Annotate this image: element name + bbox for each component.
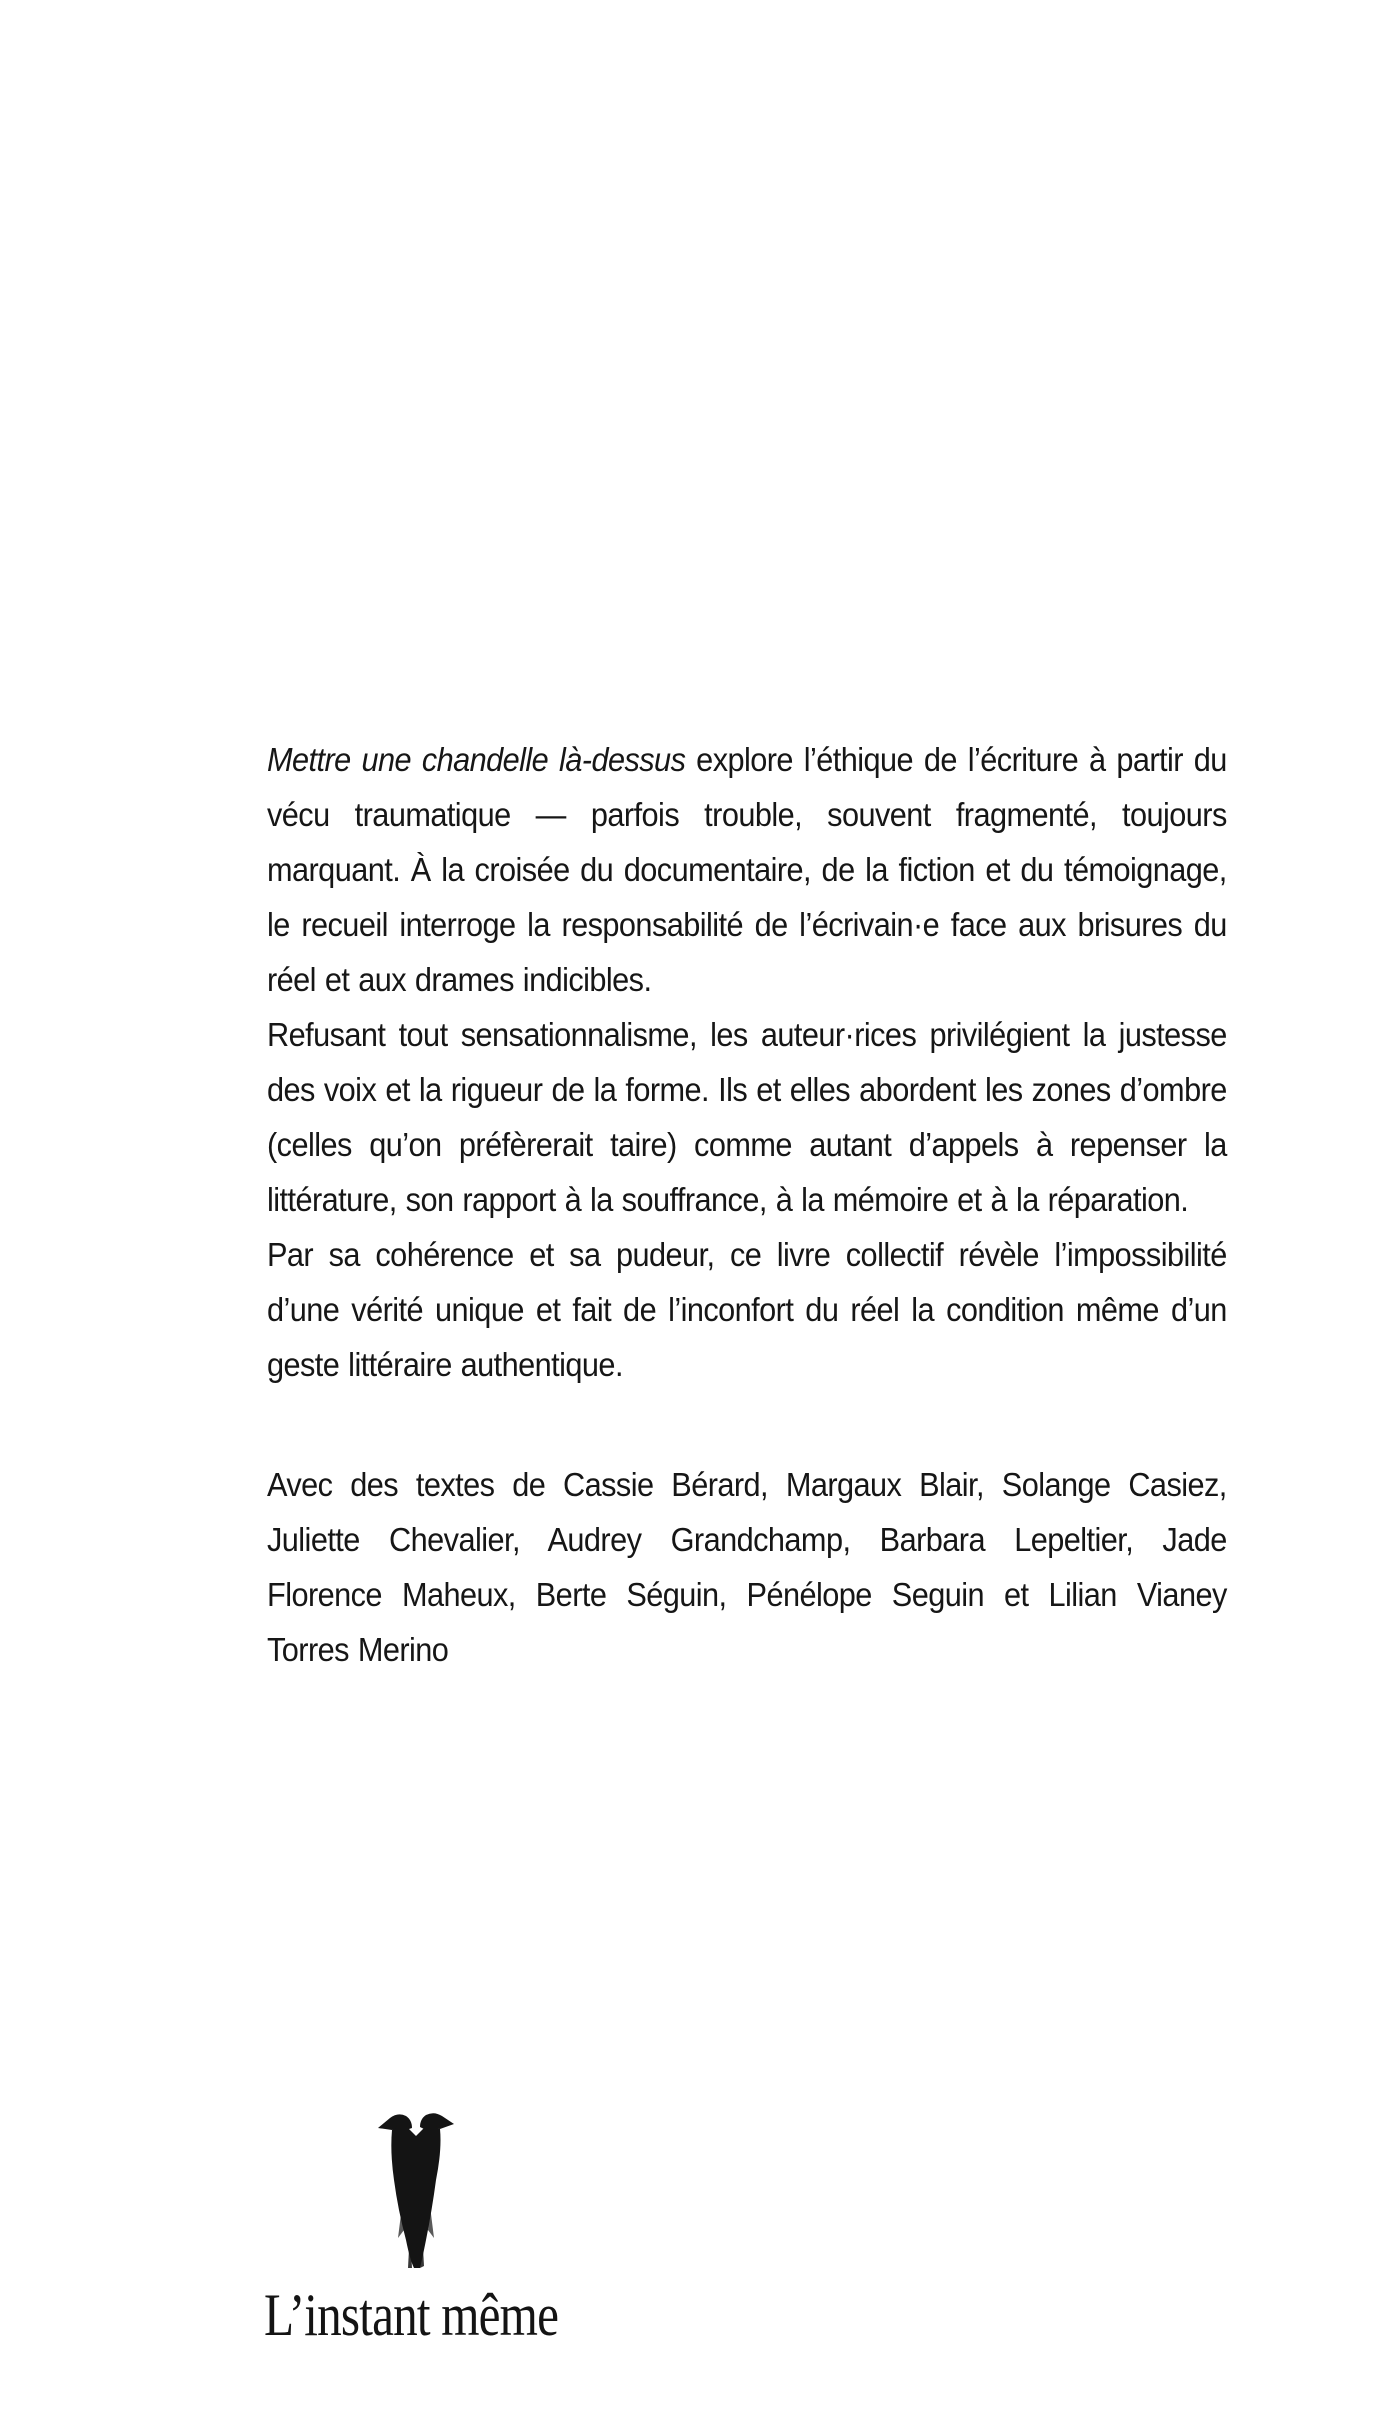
- blurb-paragraph-1-text: explore l’éthique de l’écriture à partir du vécu traumatique — parfois trouble, souvent fragmenté, toujours marquant. À la croisée du documentaire, de la fiction et du témoignage, le recueil interroge la responsabilité de l’écrivain·e face aux brisures du réel et aux drames indicibles.: [267, 741, 1227, 998]
- contributors: [267, 1457, 1227, 1677]
- blurb-paragraph-2: Refusant tout sensationnalisme, les auteur·rices privilégient la justesse des voix et la rigueur de la forme. Ils et elles abordent les zones d’ombre (celles qu’on préfèrerait taire) comme autant d’appels à repenser la littérature, son rapport à la souffrance, à la mémoire et à la réparation.: [267, 1016, 1227, 1218]
- contributors-text: Avec des textes de Cassie Bérard, Margaux Blair, Solange Casiez, Juliette Chevalier, Audrey Grandchamp, Barbara Lepeltier, Jade Florence Maheux, Berte Séguin, Pénélope Seguin et Lilian Vianey Torres Merino: [267, 1466, 1227, 1668]
- publisher-name: L’instant même: [264, 2282, 559, 2348]
- blurb-paragraph-3: Par sa cohérence et sa pudeur, ce livre collectif révèle l’impossibilité d’une vérité unique et fait de l’inconfort du réel la condition même d’un geste littéraire authentique.: [267, 1236, 1227, 1383]
- blurb-paragraph-1: [267, 732, 1227, 1007]
- book-title: Mettre une chandelle là-dessus: [267, 741, 686, 778]
- crow-icon: [376, 2110, 456, 2270]
- book-blurb: [267, 732, 1227, 1392]
